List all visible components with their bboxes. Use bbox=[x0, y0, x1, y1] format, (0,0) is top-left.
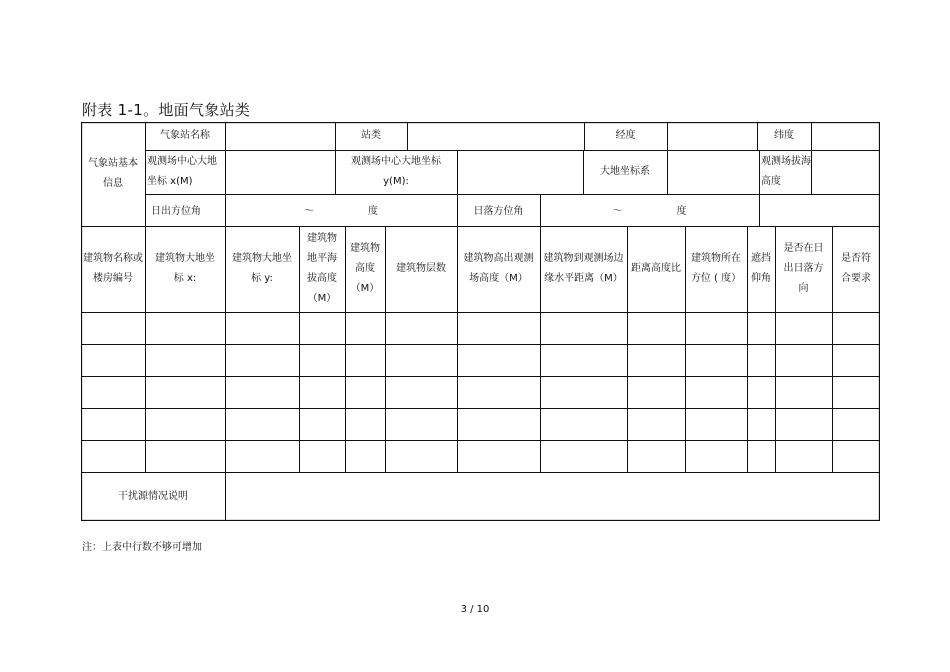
table-row[interactable] bbox=[81, 440, 880, 472]
header-coord-y: 建筑物大地坐标 y: bbox=[232, 253, 292, 284]
table-title: 附表 1-1。地面气象站类 bbox=[82, 101, 251, 119]
header-ground-elevation: 建筑物地平海拔高度（M） bbox=[307, 233, 337, 304]
table-row[interactable] bbox=[81, 376, 880, 408]
table-note: 注：上表中行数不够可增加 bbox=[82, 542, 202, 553]
header-elevation-angle: 遮挡仰角 bbox=[751, 253, 771, 284]
sunrise-azimuth-value: ～ 度 bbox=[303, 206, 379, 217]
header-horizontal-distance: 建筑物到观测场边缘水平距离（M） bbox=[543, 253, 624, 284]
longitude-label: 经度 bbox=[615, 130, 636, 141]
header-compliance: 是否符合要求 bbox=[841, 253, 871, 284]
header-sunrise-sunset-direction: 是否在日出日落方向 bbox=[783, 243, 824, 294]
header-floor-count: 建筑物层数 bbox=[396, 263, 446, 274]
station-form-table bbox=[81, 122, 880, 521]
sunset-azimuth-label: 日落方位角 bbox=[473, 206, 524, 217]
table-row[interactable] bbox=[81, 344, 880, 376]
sunset-azimuth-value: ～ 度 bbox=[612, 206, 687, 217]
coordinate-system-label: 大地坐标系 bbox=[600, 166, 650, 177]
interference-field[interactable] bbox=[226, 473, 879, 520]
table-row[interactable] bbox=[81, 312, 880, 344]
center-y-label: 观测场中心大地坐标 y(M): bbox=[351, 156, 441, 187]
header-building-height: 建筑物高度（M） bbox=[350, 243, 380, 294]
header-coord-x: 建筑物大地坐标 x: bbox=[155, 253, 215, 284]
header-building-name: 建筑物名称或楼房编号 bbox=[83, 253, 143, 284]
page-number: 3 / 10 bbox=[460, 604, 490, 615]
station-info-group-label: 气象站基本信息 bbox=[88, 158, 138, 189]
center-x-label: 观测场中心大地坐标 x(M) bbox=[147, 156, 217, 187]
latitude-label: 纬度 bbox=[774, 130, 794, 141]
sunrise-azimuth-label: 日出方位角 bbox=[151, 206, 201, 217]
header-height-above-site: 建筑物高出观测场高度（M） bbox=[463, 253, 534, 284]
station-type-label: 站类 bbox=[361, 130, 381, 141]
header-distance-height-ratio: 距离高度比 bbox=[631, 263, 681, 274]
interference-label: 干扰源情况说明 bbox=[118, 490, 188, 502]
header-azimuth: 建筑物所在方位 ( 度） bbox=[690, 253, 742, 284]
elevation-label: 观测场拔海高度 bbox=[761, 156, 811, 187]
station-name-label: 气象站名称 bbox=[160, 130, 210, 141]
table-row[interactable] bbox=[81, 408, 880, 440]
